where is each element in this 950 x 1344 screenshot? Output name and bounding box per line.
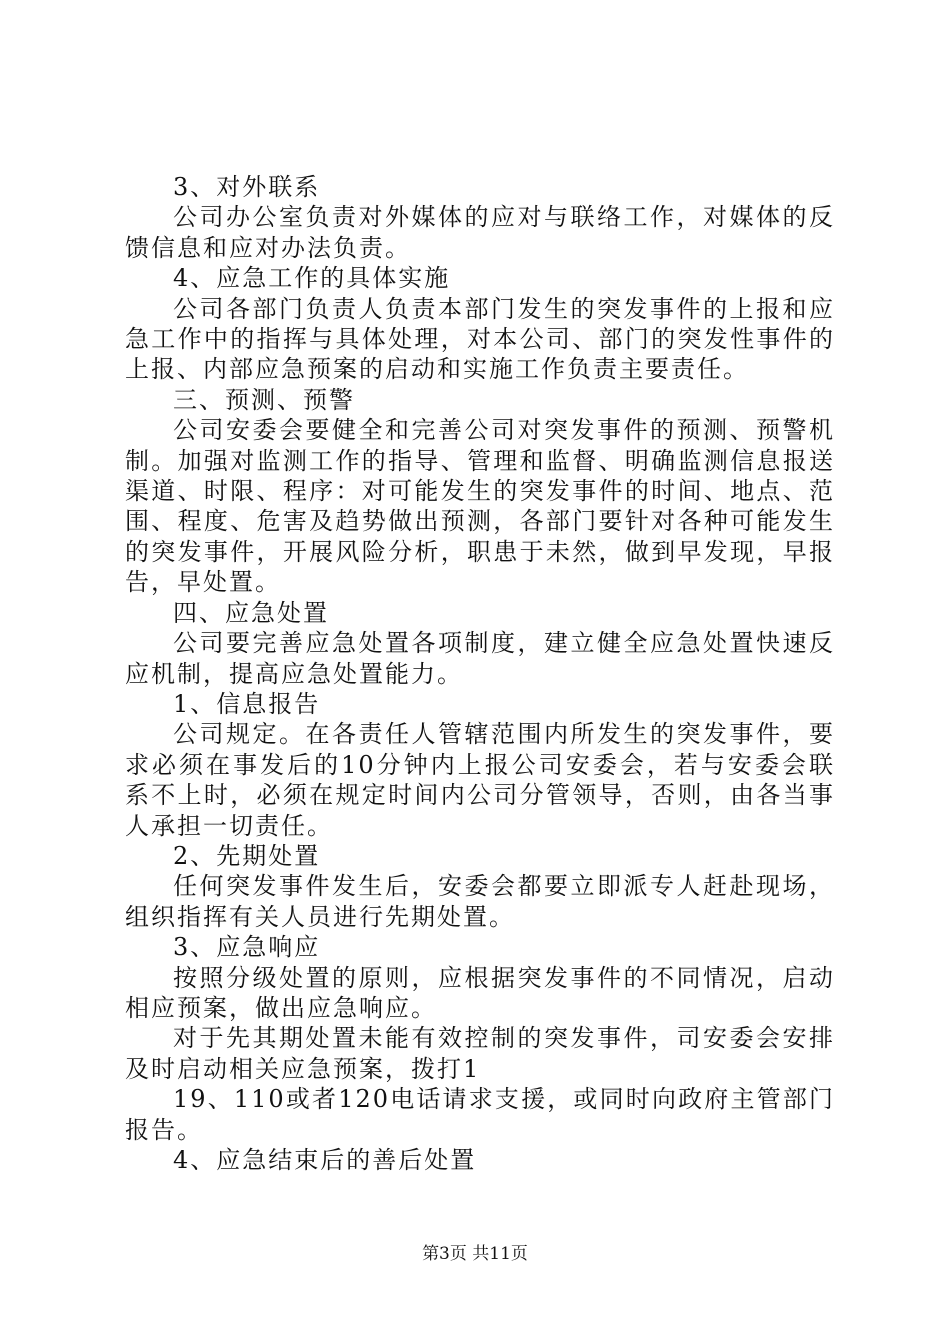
- paragraph: 2、先期处置: [173, 841, 321, 870]
- paragraph: 公司要完善应急处置各项制度，建立健全应急处置快速反应机制，提高应急处置能力。: [125, 629, 835, 688]
- paragraph: 对于先其期处置未能有效控制的突发事件，司安委会安排及时启动相关应急预案，拨打1: [125, 1024, 835, 1083]
- paragraph: 4、应急工作的具体实施: [173, 264, 451, 293]
- paragraph: 按照分级处置的原则，应根据突发事件的不同情况，启动相应预案，做出应急响应。: [125, 963, 835, 1022]
- paragraph: 19、110或者120电话请求支援，或同时向政府主管部门报告。: [125, 1085, 835, 1144]
- paragraph: 三、预测、预警: [173, 385, 355, 414]
- page-footer: 第3页 共11页: [422, 1244, 528, 1264]
- paragraph: 四、应急处置: [173, 598, 329, 627]
- paragraph: 1、信息报告: [173, 689, 321, 718]
- paragraph: 公司办公室负责对外媒体的应对与联络工作，对媒体的反馈信息和应对办法负责。: [125, 203, 835, 262]
- paragraph: 任何突发事件发生后，安委会都要立即派专人赶赴现场，组织指挥有关人员进行先期处置。: [125, 872, 835, 931]
- paragraph: 3、对外联系: [173, 173, 321, 201]
- document-body: [125, 172, 835, 1175]
- paragraph: 公司安委会要健全和完善公司对突发事件的预测、预警机制。加强对监测工作的指导、管理和监督、明确监测信息报送渠道、时限、程序：对可能发生的突发事件的时间、地点、范围、程度、危害及趋势做出预测，各部门要针对各种可能发生的突发事件，开展风险分析，职患于未然，做到早发现，早报告，早处置。: [125, 416, 835, 597]
- paragraph: 公司规定。在各责任人管辖范围内所发生的突发事件，要求必须在事发后的10分钟内上报公司安委会，若与安委会联系不上时，必须在规定时间内公司分管领导，否则，由各当事人承担一切责任。: [125, 720, 835, 840]
- paragraph: 3、应急响应: [173, 933, 321, 962]
- paragraph: 公司各部门负责人负责本部门发生的突发事件的上报和应急工作中的指挥与具体处理，对本公司、部门的突发性事件的上报、内部应急预案的启动和实施工作负责主要责任。: [125, 294, 835, 384]
- paragraph: 4、应急结束后的善后处置: [173, 1146, 477, 1174]
